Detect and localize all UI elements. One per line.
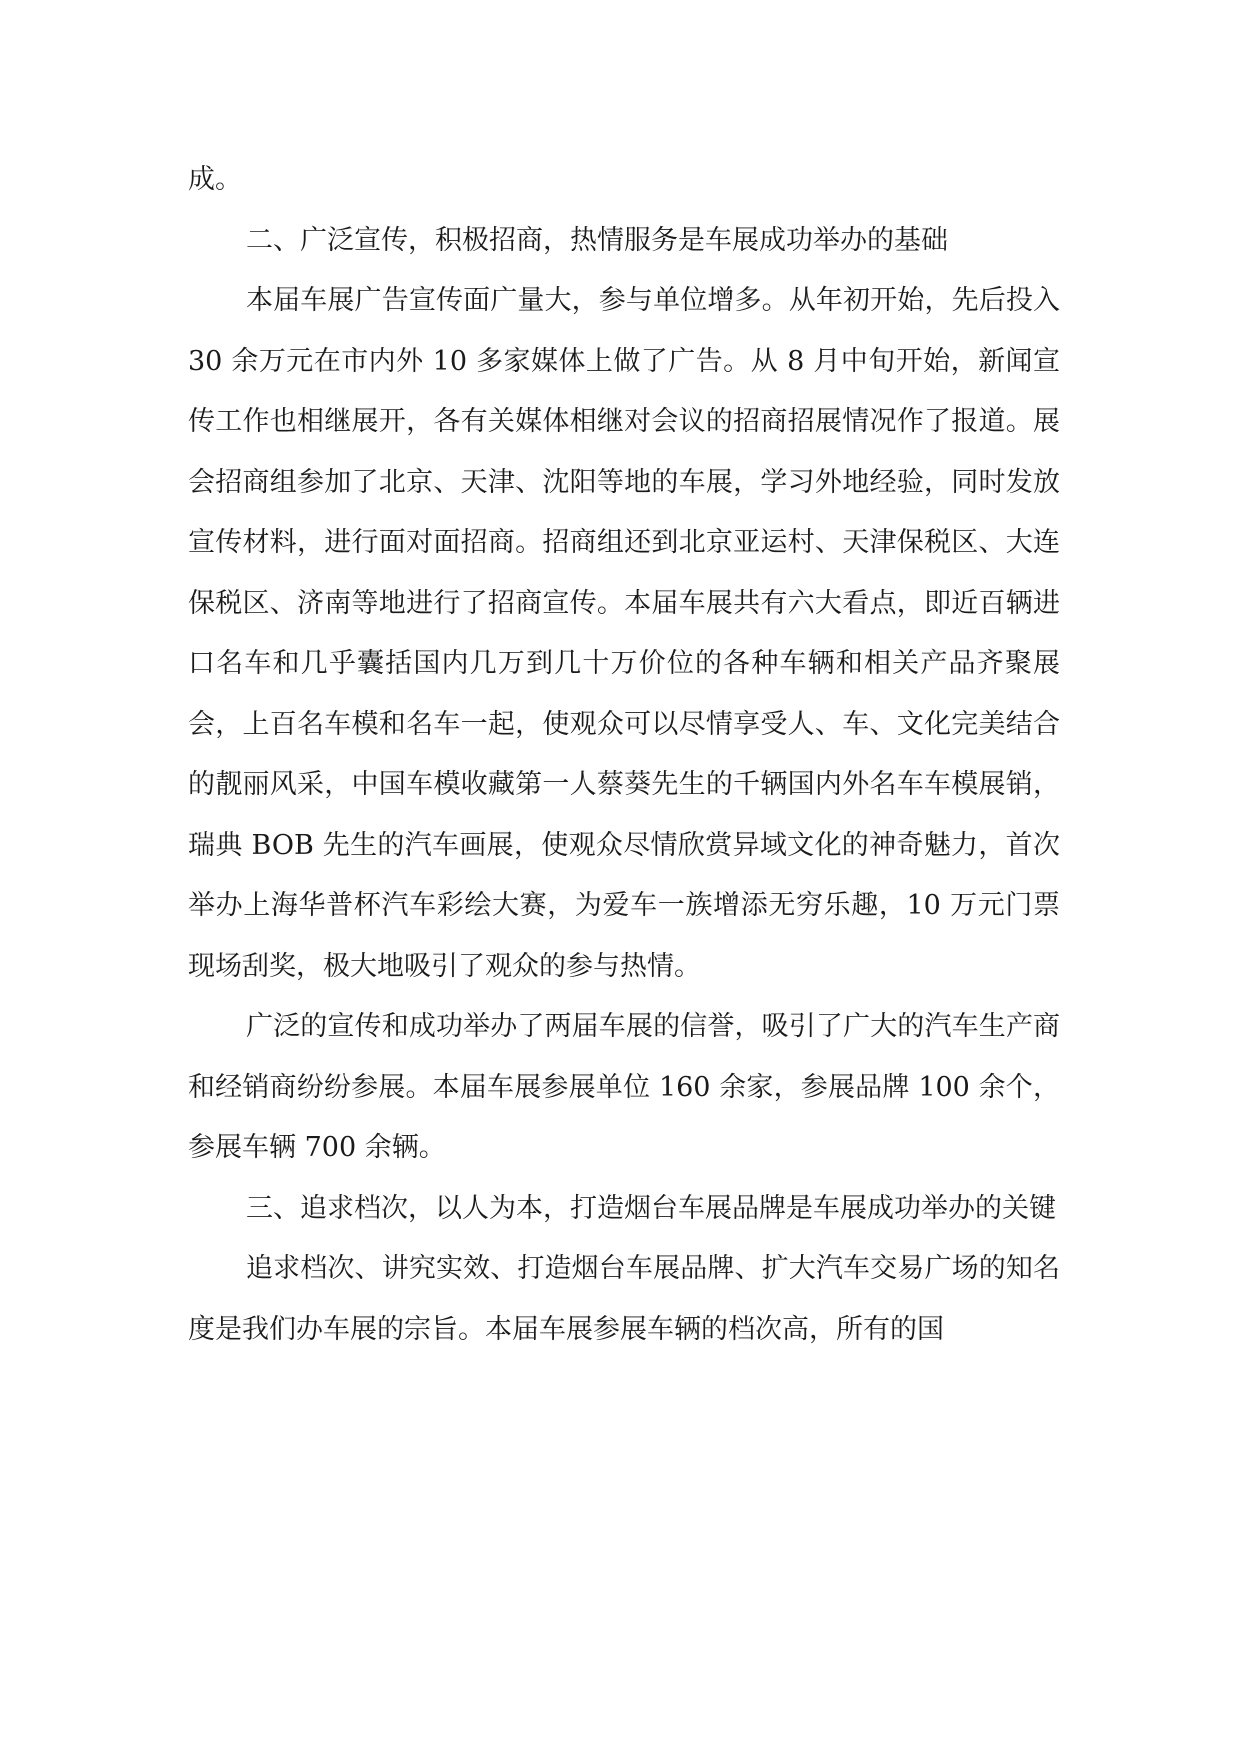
paragraph-exhibitors: 广泛的宣传和成功举办了两届车展的信誉，吸引了广大的汽车生产商和经销商纷纷参展。本届车展参展单位 160 余家，参展品牌 100 余个，参展车辆 700 余辆。	[188, 1011, 1060, 1163]
section-heading-2: 二、广泛宣传，积极招商，热情服务是车展成功举办的基础	[246, 224, 948, 256]
paragraph-brand: 追求档次、讲究实效、打造烟台车展品牌、扩大汽车交易广场的知名度是我们办车展的宗旨。本届车展参展车辆的档次高，所有的国	[188, 1253, 1060, 1345]
paragraph-publicity: 本届车展广告宣传面广量大，参与单位增多。从年初开始，先后投入 30 余万元在市内外 10 多家媒体上做了广告。从 8 月中旬开始，新闻宣传工作也相继展开，各有关媒体相继对会议的招商招展情况作了报道。展会招商组参加了北京、天津、沈阳等地的车展，学习外地经验，同时发放宣传材料，进行面对面招商。招商组还到北京亚运村、天津保税区、大连保税区、济南等地进行了招商宣传。本届车展共有六大看点，即近百辆进口名车和几乎囊括国内几万到几十万价位的各种车辆和相关产品齐聚展会，上百名车模和名车一起，使观众可以尽情享受人、车、文化完美结合的靓丽风采，中国车模收藏第一人蔡葵先生的千辆国内外名车车模展销，瑞典 BOB 先生的汽车画展，使观众尽情欣赏异域文化的神奇魅力，首次举办上海华普杯汽车彩绘大赛，为爱车一族增添无穷乐趣，10 万元门票现场刮奖，极大地吸引了观众的参与热情。	[188, 285, 1060, 982]
document-page	[188, 150, 1060, 1360]
paragraph-continuation: 成。	[188, 164, 242, 195]
section-heading-3: 三、追求档次，以人为本，打造烟台车展品牌是车展成功举办的关键	[246, 1192, 1056, 1224]
